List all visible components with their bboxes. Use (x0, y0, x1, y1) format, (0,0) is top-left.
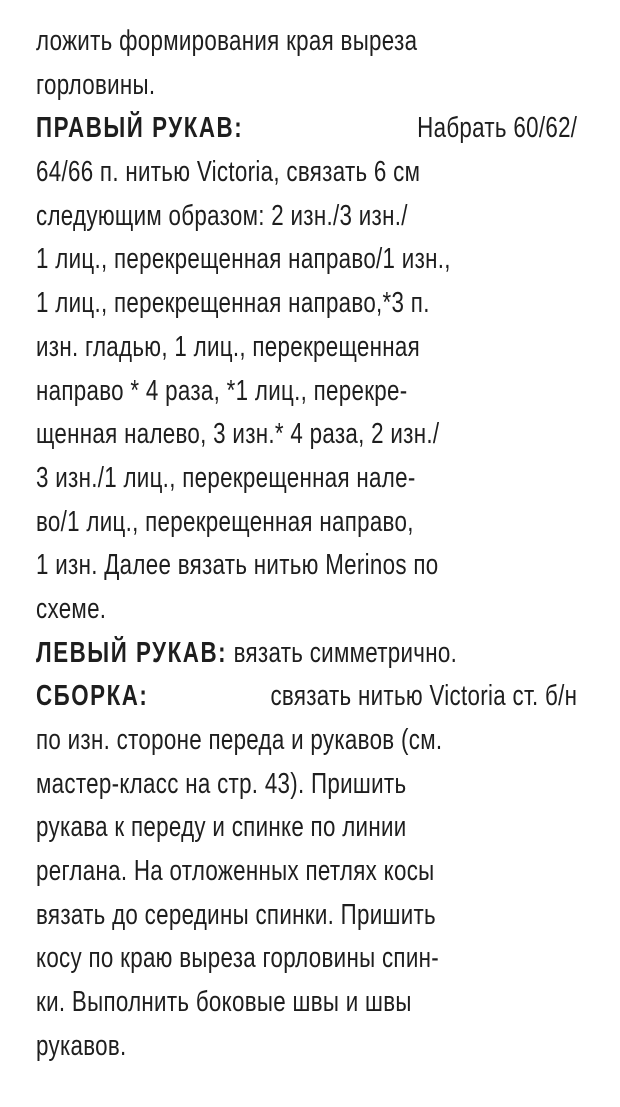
heading-assembly: СБОРКА: (36, 680, 149, 713)
line-text: рукавов. (36, 1029, 127, 1062)
text-line (36, 20, 580, 64)
line-text: 3 изн./1 лиц., перекрещенная нале- (36, 461, 416, 494)
line-text: Набрать 60/62/ (417, 112, 578, 145)
text-line (36, 632, 458, 676)
line-text: 1 лиц., перекрещенная направо/1 изн., (36, 243, 451, 276)
line-text: щенная налево, 3 изн.* 4 раза, 2 изн./ (36, 418, 440, 451)
line-text: связать нитью Victoria ст. б/н (270, 680, 578, 713)
text-line (36, 457, 455, 501)
line-text: изн. гладью, 1 лиц., перекрещенная (36, 330, 421, 363)
heading-left-sleeve: ЛЕВЫЙ РУКАВ: (36, 636, 228, 669)
line-text: вязать до середины спинки. Пришить (36, 898, 436, 931)
text-line (36, 501, 455, 545)
line-text: мастер-класс на стр. 43). Пришить (36, 767, 407, 800)
line-text: реглана. На отложенных петлях косы (36, 855, 435, 888)
text-line (36, 151, 455, 195)
line-text: 1 изн. Далее вязать нитью Merinos по (36, 549, 439, 582)
text-line (36, 370, 455, 414)
text-line (36, 107, 577, 151)
line-text: ложить формирования края выреза (36, 25, 418, 57)
line-text: ки. Выполнить боковые швы и швы (36, 986, 412, 1019)
line-text: горловины. (36, 68, 156, 101)
text-line (36, 544, 455, 588)
text-line (36, 588, 455, 632)
heading-right-sleeve: ПРАВЫЙ РУКАВ: (36, 112, 244, 145)
text-line (36, 894, 455, 938)
text-line (36, 282, 455, 326)
line-text: 64/66 п. нитью Victoria, связать 6 см (36, 156, 421, 189)
line-text: рукава к переду и спинке по линии (36, 811, 407, 844)
text-line (36, 719, 455, 763)
line-text: направо * 4 раза, *1 лиц., перекре- (36, 374, 408, 407)
text-line (36, 326, 455, 370)
line-text: косу по краю выреза горловины спин- (36, 942, 439, 975)
text-line (36, 413, 455, 457)
line-text: по изн. стороне переда и рукавов (см. (36, 724, 443, 756)
text-line (36, 937, 455, 981)
text-line (36, 195, 455, 239)
text-line (36, 981, 455, 1025)
line-text: следующим образом: 2 изн./3 изн./ (36, 199, 408, 232)
line-text: схеме. (36, 592, 107, 625)
text-line (36, 1025, 455, 1069)
text-line (36, 850, 455, 894)
text-line (36, 64, 455, 108)
text-line (36, 806, 455, 850)
text-line (36, 763, 455, 807)
line-text: во/1 лиц., перекрещенная направо, (36, 505, 414, 538)
text-line (36, 675, 577, 719)
text-line (36, 238, 455, 282)
line-text: вязать симметрично. (233, 636, 458, 669)
line-text: 1 лиц., перекрещенная направо,*3 п. (36, 287, 430, 320)
